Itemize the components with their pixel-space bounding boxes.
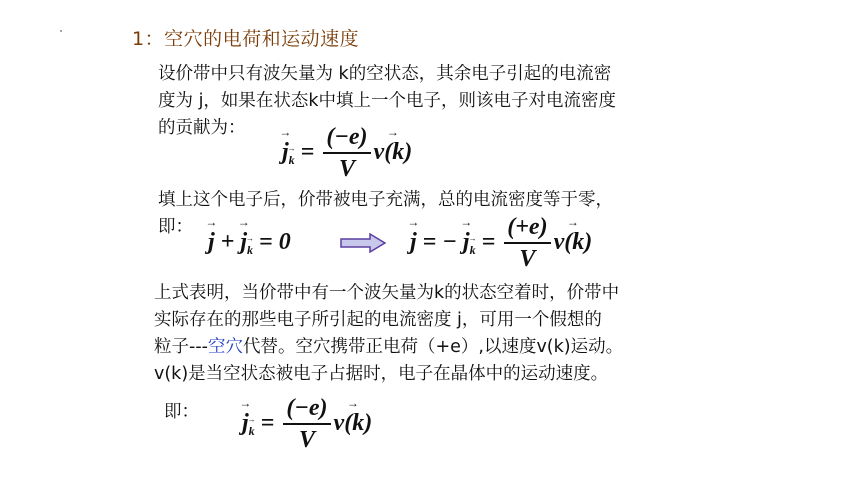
section-heading: 1：空穴的电荷和运动速度: [132, 28, 360, 50]
paragraph-1-line-1: 设价带中只有波矢量为 k的空状态，其余电子引起的电流密: [158, 64, 612, 84]
paragraph-1-line-3: 的贡献为：: [158, 118, 246, 138]
eq3-numerator: (+e): [504, 214, 550, 244]
equation-hole-current: [410, 214, 592, 273]
eq4-denominator: V: [298, 427, 315, 453]
eq1-numerator: (−e): [323, 124, 370, 154]
eq3-j: → j: [410, 229, 417, 256]
equation-hole-velocity: [242, 395, 372, 454]
hole-term-highlight: 空穴: [207, 337, 243, 357]
eq2-k-sub: → $_k$: [247, 243, 253, 258]
paragraph-2-line-2: 即：: [158, 217, 193, 237]
eq3-k-sub: → $_k$: [470, 243, 476, 258]
paragraph-4: 即：: [164, 402, 199, 422]
paragraph-2-line-1: 填上这个电子后，价带被电子充满，总的电流密度等于零，: [158, 190, 613, 210]
eq1-k-sub: → $_k$: [289, 153, 295, 168]
eq1-velocity: → v(k): [374, 139, 413, 166]
paragraph-3-line-2: 实际存在的那些电子所引起的电流密度 j，可用一个假想的: [154, 310, 602, 330]
eq3-fraction: [504, 214, 550, 273]
right-block-arrow-icon: [340, 233, 386, 253]
eq3-equals-minus: = −: [422, 229, 457, 256]
eq4-k-sub: → $_k$: [249, 424, 255, 439]
paragraph-3-line-3: [154, 334, 623, 361]
stray-dot: [60, 30, 62, 32]
eq2-j: → j: [208, 229, 215, 256]
eq1-j: → j: [282, 139, 289, 166]
eq4-j: → j: [242, 410, 249, 437]
paragraph-3-line-1: 上式表明，当价带中有一个波矢量为k的状态空着时，价带中: [154, 283, 620, 303]
eq1-denominator: V: [338, 156, 355, 182]
paragraph-3-line-4: v(k)是当空状态被电子占据时，电子在晶体中的运动速度。: [154, 364, 609, 384]
eq3-equals: =: [481, 229, 496, 256]
paragraph-3-line-3-prefix: 粒子---: [154, 337, 208, 357]
eq1-equals: =: [300, 139, 315, 166]
paragraph-1-line-2: 度为 j，如果在状态k中填上一个电子，则该电子对电流密度: [158, 91, 617, 111]
eq3-velocity: → v(k): [554, 229, 593, 256]
paragraph-3: [154, 280, 623, 388]
paragraph-3-line-3-suffix: 代替。空穴携带正电荷（+e）,以速度v(k)运动。: [242, 337, 624, 357]
eq4-numerator: (−e): [283, 395, 330, 425]
eq4-equals: =: [260, 410, 275, 437]
equation-total-current-zero: [208, 229, 291, 258]
eq2-equals-zero: = 0: [259, 229, 291, 255]
eq4-velocity: → v(k): [334, 410, 373, 437]
eq3-jk: → j: [463, 229, 470, 256]
eq1-fraction: [323, 124, 370, 183]
eq4-fraction: [283, 395, 330, 454]
eq3-denominator: V: [519, 246, 536, 272]
eq2-jk: → j: [240, 229, 247, 256]
eq2-plus: +: [220, 229, 235, 255]
equation-current-contribution: [282, 124, 412, 183]
